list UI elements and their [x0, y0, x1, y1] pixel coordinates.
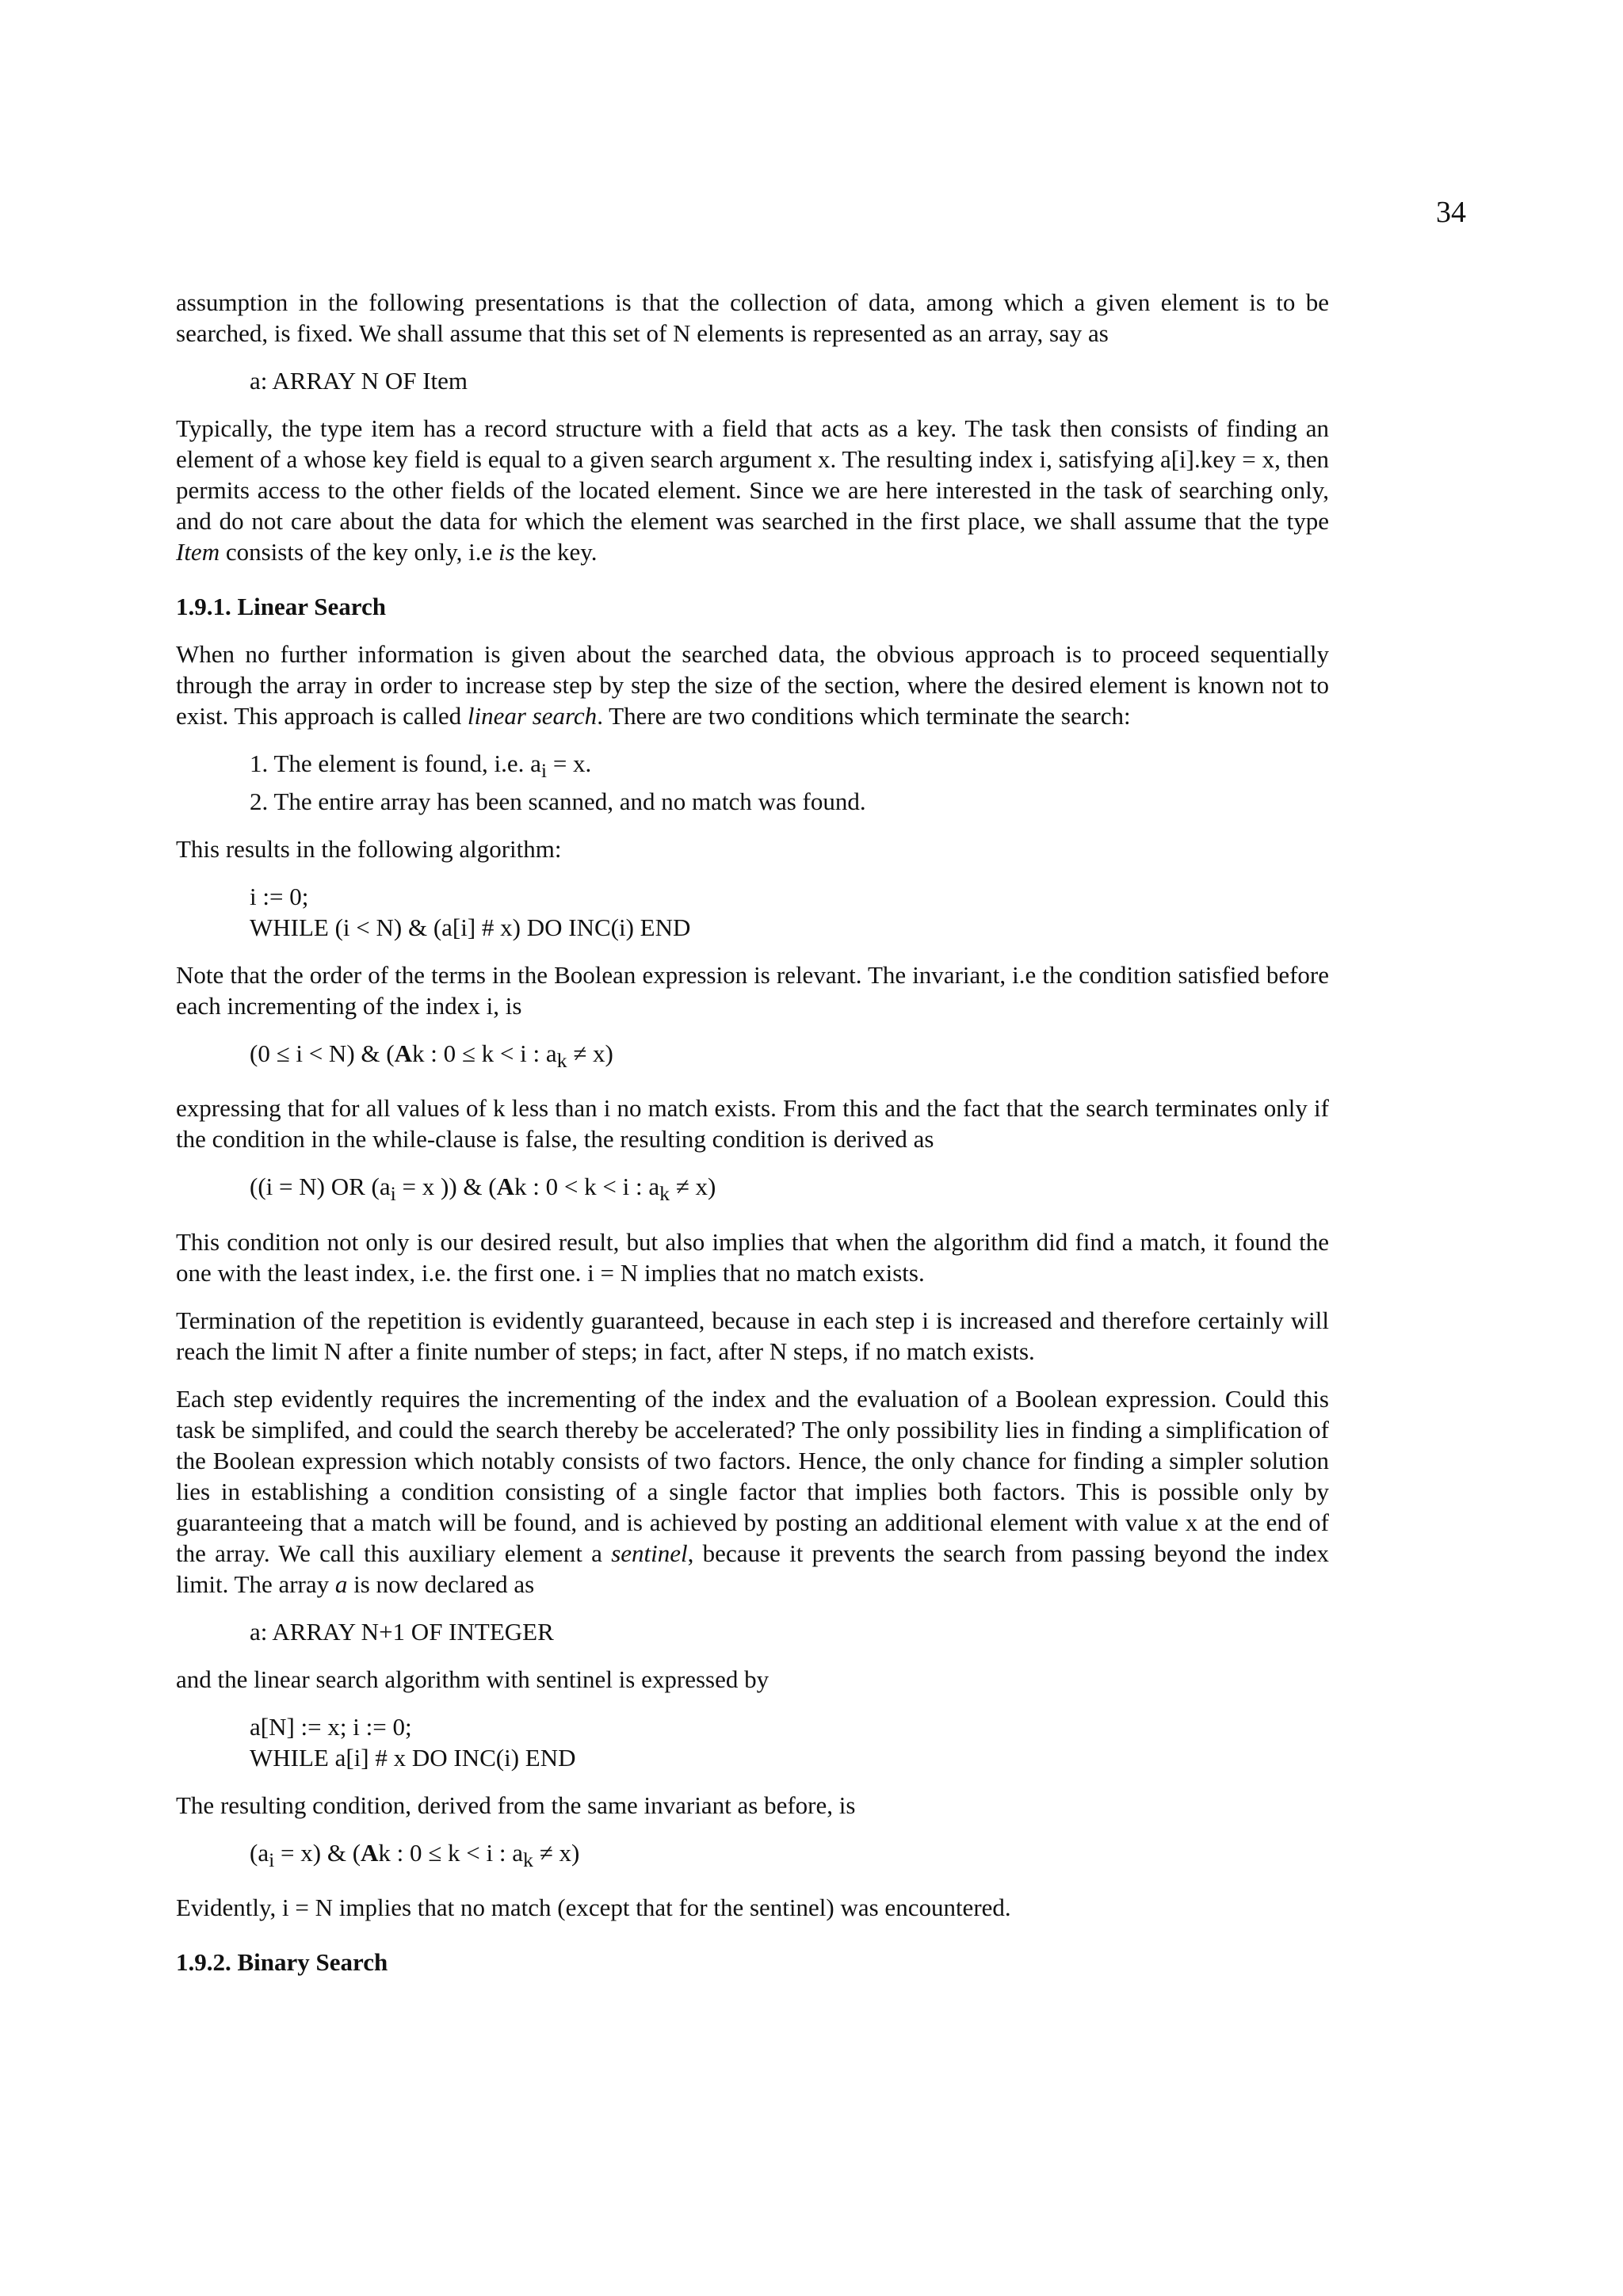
emphasis-sentinel: sentinel [611, 1539, 688, 1567]
text-run: k : 0 ≤ k < i : a [378, 1838, 524, 1867]
paragraph-expressing: expressing that for all values of k less than i no match exists. From this and the fact that the search terminates only if the condition in the while-clause is false, the resulting condition is derived as [176, 1094, 1329, 1154]
paragraph-linear-search [176, 639, 1329, 731]
formula-sentinel-condition [250, 1837, 1329, 1875]
page-content [176, 287, 1329, 1994]
paragraph-algorithm-intro: This results in the following algorithm: [176, 835, 562, 864]
subscript: i [540, 759, 548, 783]
text-run: = x. [547, 749, 592, 777]
subscript: i [269, 1848, 275, 1871]
code-line: i := 0; [250, 883, 309, 911]
text-run: (a [250, 1838, 269, 1867]
text-run: ((i = N) OR (a [250, 1173, 391, 1201]
formula-invariant [250, 1038, 1329, 1076]
paragraph-termination: Termination of the repetition is evidently guaranteed, because in each step i is increased and therefore certainly will reach the limit N after a finite number of steps; in fact, after N steps, if no match exists. [176, 1306, 1329, 1365]
text-run: k : 0 < k < i : a [514, 1173, 660, 1201]
emphasis-item: Item [176, 538, 220, 566]
text-run: ≠ x) [670, 1173, 716, 1201]
text-run: 1. The element is found, i.e. a [250, 749, 541, 777]
quantifier-symbol: A [496, 1173, 515, 1201]
code-block-sentinel-search [250, 1711, 1329, 1773]
paragraph-sentinel [176, 1383, 1329, 1600]
code-line: WHILE a[i] # x DO INC(i) END [250, 1743, 576, 1772]
section-heading-binary-search: 1.9.2. Binary Search [176, 1947, 388, 1976]
page-number: 34 [1436, 196, 1466, 229]
paragraph-item-type [176, 413, 1329, 567]
emphasis-array-a: a [334, 1569, 348, 1598]
formula-resulting-condition [250, 1171, 1329, 1209]
code-block-linear-search [250, 881, 1329, 943]
text-run: is now declared as [347, 1569, 535, 1598]
section-heading-linear-search: 1.9.1. Linear Search [176, 593, 386, 620]
text-run: k : 0 ≤ k < i : a [411, 1039, 557, 1068]
text-run: ≠ x) [567, 1039, 613, 1068]
paragraph-resulting-condition: The resulting condition, derived from the same invariant as before, is [176, 1791, 856, 1819]
text-run: . There are two conditions which terminate the search: [597, 702, 1131, 730]
emphasis-is: is [498, 538, 515, 566]
code-line: a[N] := x; i := 0; [250, 1712, 412, 1741]
paragraph-desired-result: This condition not only is our desired result, but also implies that when the algorithm did find a match, it found the one with the least index, i.e. the first one. i = N implies that no match exists. [176, 1227, 1329, 1287]
text-run: (0 ≤ i < N) & ( [250, 1039, 395, 1068]
text-run: When no further information is given about the searched data, the obvious approach is to proceed sequentially through the array in order to increase step by step the size of the section, where the desired element is known not to exist. This approach is called [176, 640, 1329, 730]
termination-conditions-list [250, 748, 1329, 817]
text-run: the key. [514, 538, 598, 566]
quantifier-symbol: A [394, 1039, 412, 1068]
code-line: WHILE (i < N) & (a[i] # x) DO INC(i) END [250, 913, 691, 942]
list-item [250, 748, 1329, 786]
paragraph-invariant: Note that the order of the terms in the Boolean expression is relevant. The invariant, i.e the condition satisfied before each incrementing of the index i, is [176, 961, 1329, 1020]
paragraph-intro: assumption in the following presentations is that the collection of data, among which a given element is to be searched, is fixed. We shall assume that this set of N elements is represented as an array, say as [176, 288, 1329, 347]
text-run: consists of the key only, i.e [220, 538, 498, 566]
text-run: = x )) & ( [395, 1173, 497, 1201]
text-run: ≠ x) [533, 1838, 580, 1867]
quantifier-symbol: A [361, 1838, 379, 1867]
subscript: k [556, 1049, 567, 1073]
array-declaration-sentinel: a: ARRAY N+1 OF INTEGER [250, 1617, 554, 1646]
subscript: k [659, 1182, 670, 1206]
subscript: k [523, 1848, 533, 1871]
list-item: 2. The entire array has been scanned, and no match was found. [250, 788, 866, 816]
paragraph-evidently: Evidently, i = N implies that no match (except that for the sentinel) was encountered. [176, 1893, 1011, 1921]
text-run: = x) & ( [274, 1838, 361, 1867]
subscript: i [390, 1182, 396, 1206]
text-run: Typically, the type item has a record structure with a field that acts as a key. The task then consists of finding an element of a whose key field is equal to a given search argument x. The resulting index i, satisfying a[i].key = x, then permits access to the other fields of the located element. Since we are here interested in the task of searching only, and do not care about the data for which the element was searched in the first place, we shall assume that the type [176, 414, 1329, 535]
emphasis-linear-search: linear search [467, 702, 598, 730]
text-run: Each step evidently requires the incrementing of the index and the evaluation of a Boolean expression. Could this task be simplifed, and could the search thereby be accelerated? The only possibility lies in finding a simplification of the Boolean expression which notably consists of two factors. Hence, the only chance for finding a simpler solution lies in establishing a condition consisting of a single factor that implies both factors. This is possible only by guaranteeing that a match will be found, and is achieved by posting an additional element with value x at the end of the array. We call this auxiliary element a [176, 1384, 1329, 1567]
text-run: , because it prevents the search from passing beyond the index limit. The array [176, 1539, 1329, 1598]
array-declaration: a: ARRAY N OF Item [250, 367, 468, 395]
paragraph-sentinel-algorithm-intro: and the linear search algorithm with sentinel is expressed by [176, 1665, 769, 1693]
